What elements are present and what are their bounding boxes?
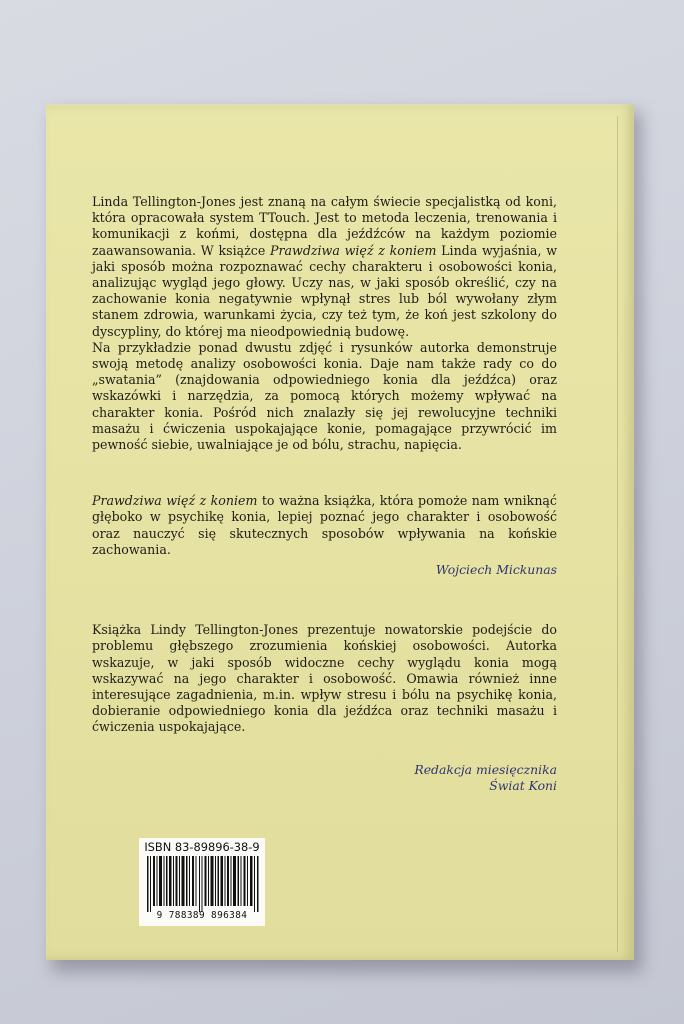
cover-text-block (92, 194, 557, 794)
isbn-barcode-label (139, 838, 265, 926)
description-paragraph-2: Na przykładzie ponad dwustu zdjęć i rysunków autorka demonstruje swoją metodę analizy osobowości konia. Daje nam także rady co do „swatania” (znajdowania odpowiedniego konia dla jeźdźca) oraz wskazówki i narzędzia, za pomocą których możemy wpływać na charakter konia. Pośród nich znalazły się jej rewolucyjne techniki masażu i ćwiczenia uspokajające konie, pomagające przywrócić im pewność siebie, uwalniające je od bólu, strachu, napięcia. (92, 339, 557, 453)
book-title-italic: Prawdziwa więź z koniem (270, 242, 437, 258)
barcode-digits: 9 788389 896384 (156, 910, 248, 921)
isbn-text: ISBN 83-89896-38-9 (144, 840, 260, 854)
cover-fold-line (617, 116, 618, 952)
barcode-icon (147, 856, 259, 912)
book-title-italic: Prawdziwa więź z koniem (92, 493, 258, 509)
review-author-2-line1: Redakcja miesięcznika (414, 761, 557, 777)
review-quote-1: Prawdziwa więź z koniem to ważna książka, która pomoże nam wniknąć głęboko w psychikę konia, lepiej poznać jego charakter i osobowość oraz nauczyć się skutecznych sposobów wpływania na końskie zachowania. (92, 493, 557, 557)
description-paragraph-1: Linda Tellington-Jones jest znaną na całym świecie specjalistką od koni, która opracowała system TTouch. Jest to metoda leczenia, trenowania i komunikacji z końmi, dostępna dla jeźdźców na każdym poziomie zaawansowania. W książce Prawdziwa więź z koniem Linda wyjaśnia, w jaki sposób można rozpoznawać cechy charakteru i osobowości konia, analizując wygląd jego głowy. Uczy nas, w jaki sposób określić, czy na zachowanie konia negatywnie wpłynął stres lub ból wywołany złym stanem zdrowia, warunkami życia, czy też tym, że koń jest szkolony do dyscypliny, do której ma nieodpowiednią budowę. (92, 194, 557, 339)
review-author-1: Wojciech Mickunas (435, 562, 557, 578)
review-author-2 (92, 762, 557, 794)
review-author-2-line2: Świat Koni (489, 777, 557, 793)
review-quote-2: Książka Lindy Tellington-Jones prezentuje nowatorskie podejście do problemu głębszego zrozumienia końskiej osobowości. Autorka wskazuje, w jaki sposób widoczne cechy wyglądu konia mogą wskazywać na jego charakter i osobowość. Omawia również inne interesujące zagadnienia, m.in. wpływ stresu i bólu na psychikę konia, dobieranie odpowiedniego konia dla jeźdźca oraz techniki masażu i ćwiczenia uspokajające. (92, 622, 557, 735)
